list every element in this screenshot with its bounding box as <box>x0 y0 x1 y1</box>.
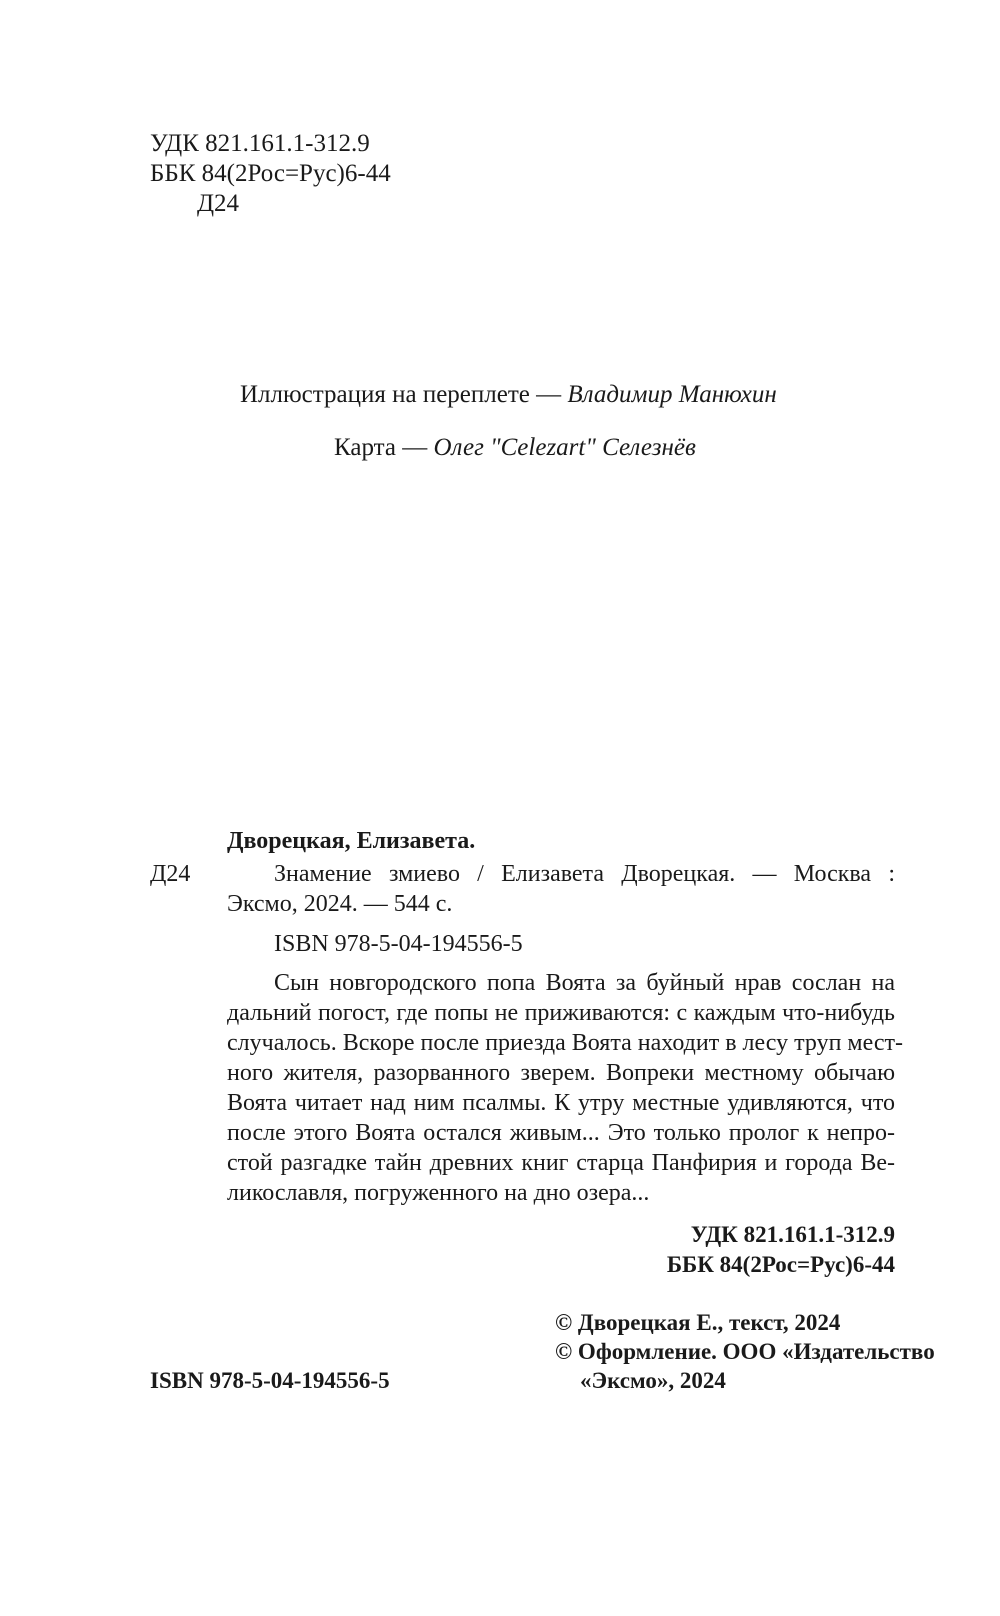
catalog-isbn: ISBN 978-5-04-194556-5 <box>274 931 523 957</box>
catalog-title-line: Эксмо, 2024. — 544 с. <box>227 891 453 917</box>
annotation-line: ного жителя, разорванного зверем. Вопреки местному обычаю <box>227 1060 895 1086</box>
map-artist: Олег "Celezart" Селезнёв <box>433 434 696 461</box>
annotation-line: случалось. Вскоре после приезда Воята находит в лесу труп мест- <box>227 1030 903 1056</box>
header-author-sign: Д24 <box>197 190 240 217</box>
catalog-title-line: Знамение змиево / Елизавета Дворецкая. — Москва : <box>274 861 895 887</box>
annotation-line: Воята читает над ним псалмы. К утру местные удивляются, что <box>227 1090 895 1116</box>
header-bbk: ББК 84(2Рос=Рус)6-44 <box>150 160 391 187</box>
map-credit <box>334 433 696 463</box>
annotation-line: стой разгадке тайн древних книг старца Панфирия и города Ве- <box>227 1150 895 1176</box>
catalog-author: Дворецкая, Елизавета. <box>227 828 476 854</box>
annotation-line: ликославля, погруженного на дно озера... <box>227 1180 650 1206</box>
copyright-text: © Дворецкая Е., текст, 2024 <box>555 1310 841 1335</box>
catalog-bbk: ББК 84(2Рос=Рус)6-44 <box>666 1252 895 1277</box>
illustration-artist: Владимир Манюхин <box>567 381 777 408</box>
annotation-line: дальний погост, где попы не приживаются: с каждым что-нибудь <box>227 1000 895 1026</box>
footer-isbn: ISBN 978-5-04-194556-5 <box>150 1368 390 1393</box>
catalog-udk: УДК 821.161.1-312.9 <box>690 1222 895 1247</box>
annotation-line: после этого Воята остался живым... Это только пролог к непро- <box>227 1120 895 1146</box>
illustration-label: Иллюстрация на переплете — <box>240 381 568 408</box>
map-label: Карта — <box>334 434 434 461</box>
copyright-design-continued: «Эксмо», 2024 <box>580 1368 726 1393</box>
copyright-design: © Оформление. ООО «Издательство <box>555 1339 935 1364</box>
catalog-sign: Д24 <box>150 861 191 887</box>
annotation-line: Сын новгородского попа Воята за буйный нрав сослан на <box>274 970 895 996</box>
header-udk: УДК 821.161.1-312.9 <box>150 130 370 157</box>
illustration-credit <box>240 380 777 410</box>
